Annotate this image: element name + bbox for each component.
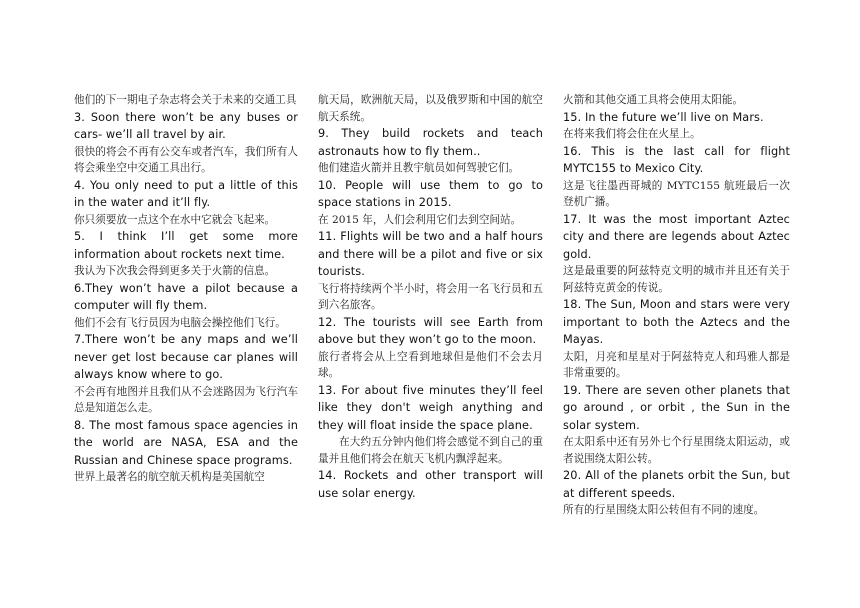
chinese-translation: 你只须要放一点这个在水中它就会飞起来。 bbox=[74, 213, 276, 226]
english-sentence: 9. They build rockets and teach astronauts how to fly them.. bbox=[318, 127, 543, 158]
chinese-translation: 在将来我们将会住在火星上。 bbox=[563, 128, 701, 140]
chinese-translation: 很快的将会不再有公交车或者汽车，我们所有人将会乘坐空中交通工具出行。 bbox=[74, 145, 298, 174]
english-sentence: 10. People will use them to go to space stations in 2015. bbox=[318, 178, 543, 209]
english-sentence: 15. In the future we’ll live on Mars. bbox=[563, 110, 764, 124]
chinese-translation: 我认为下次我会得到更多关于火箭的信息。 bbox=[74, 265, 276, 277]
english-sentence: 14. Rockets and other transport will use solar energy. bbox=[318, 469, 543, 500]
chinese-translation: 太阳，月亮和星星对于阿兹特克人和玛雅人都是非常重要的。 bbox=[563, 350, 790, 379]
chinese-translation: 他们建造火箭并且教宇航员如何驾驶它们。 bbox=[318, 162, 520, 174]
chinese-translation: 他们不会有飞行员因为电脑会操控他们飞行。 bbox=[74, 316, 286, 329]
chinese-translation: 在 2015 年，人们会利用它们去到空间站。 bbox=[318, 213, 522, 226]
english-sentence: 7.There won’t be any maps and we’ll never get lost because car planes will always know where to go. bbox=[74, 333, 298, 381]
chinese-translation: 旅行者将会从上空看到地球但是他们不会去月球。 bbox=[318, 350, 543, 379]
text-column-2 bbox=[318, 92, 543, 502]
english-sentence: 12. The tourists will see Earth from above but they won’t go to the moon. bbox=[318, 315, 543, 346]
chinese-translation: 这是最重要的阿兹特克文明的城市并且还有关于阿兹特克黄金的传说。 bbox=[563, 265, 790, 294]
chinese-translation: 飞行将持续两个半小时，将会用一名飞行员和五到六名旅客。 bbox=[318, 282, 543, 311]
text-column-3 bbox=[563, 92, 790, 519]
chinese-translation: 这是飞往墨西哥城的 MYTC155 航班最后一次登机广播。 bbox=[563, 179, 790, 208]
chinese-translation: 所有的行星围绕太阳公转但有不同的速度。 bbox=[563, 504, 765, 516]
chinese-translation: 他们的下一期电子杂志将会关于未来的交通工具 bbox=[74, 94, 297, 106]
english-sentence: 13. For about five minutes they’ll feel like they don't weigh anything and they will float inside the space plane. bbox=[318, 383, 543, 432]
english-sentence: 11. Flights will be two and a half hours and there will be a pilot and five or six tourists. bbox=[318, 230, 543, 278]
english-sentence: 3. Soon there won’t be any buses or cars- we’ll all travel by air. bbox=[74, 110, 298, 141]
text-column-1 bbox=[74, 92, 298, 486]
english-sentence: 6.They won’t have a pilot because a computer will fly them. bbox=[74, 281, 298, 312]
chinese-translation: 火箭和其他交通工具将会使用太阳能。 bbox=[563, 94, 744, 106]
chinese-translation: 世界上最著名的航空航天机构是美国航空 bbox=[74, 471, 265, 483]
english-sentence: 18. The Sun, Moon and stars were very important to both the Aztecs and the Mayas. bbox=[563, 298, 790, 346]
english-sentence: 5. I think I’ll get some more information about rockets next time. bbox=[74, 230, 298, 261]
chinese-translation: 在太阳系中还有另外七个行星围绕太阳运动，或者说围绕太阳公转。 bbox=[563, 436, 790, 465]
chinese-translation: 在大约五分钟内他们将会感觉不到自己的重量并且他们将会在航天飞机内飘浮起来。 bbox=[318, 436, 543, 465]
english-sentence: 8. The most famous space agencies in the world are NASA, ESA and the Russian and Chinese space programs. bbox=[74, 418, 298, 467]
english-sentence: 17. It was the most important Aztec city and there are legends about Aztec gold. bbox=[563, 212, 790, 261]
chinese-translation: 航天局，欧洲航天局，以及俄罗斯和中国的航空航天系统。 bbox=[318, 94, 543, 123]
english-sentence: 4. You only need to put a little of this in the water and it’ll fly. bbox=[74, 178, 298, 209]
english-sentence: 16. This is the last call for flight MYTC155 to Mexico City. bbox=[563, 144, 790, 175]
english-sentence: 20. All of the planets orbit the Sun, but at different speeds. bbox=[563, 469, 790, 500]
english-sentence: 19. There are seven other planets that go around , or orbit , the Sun in the solar system. bbox=[563, 383, 790, 432]
chinese-translation: 不会再有地图并且我们从不会迷路因为飞行汽车总是知道怎么走。 bbox=[74, 385, 298, 414]
